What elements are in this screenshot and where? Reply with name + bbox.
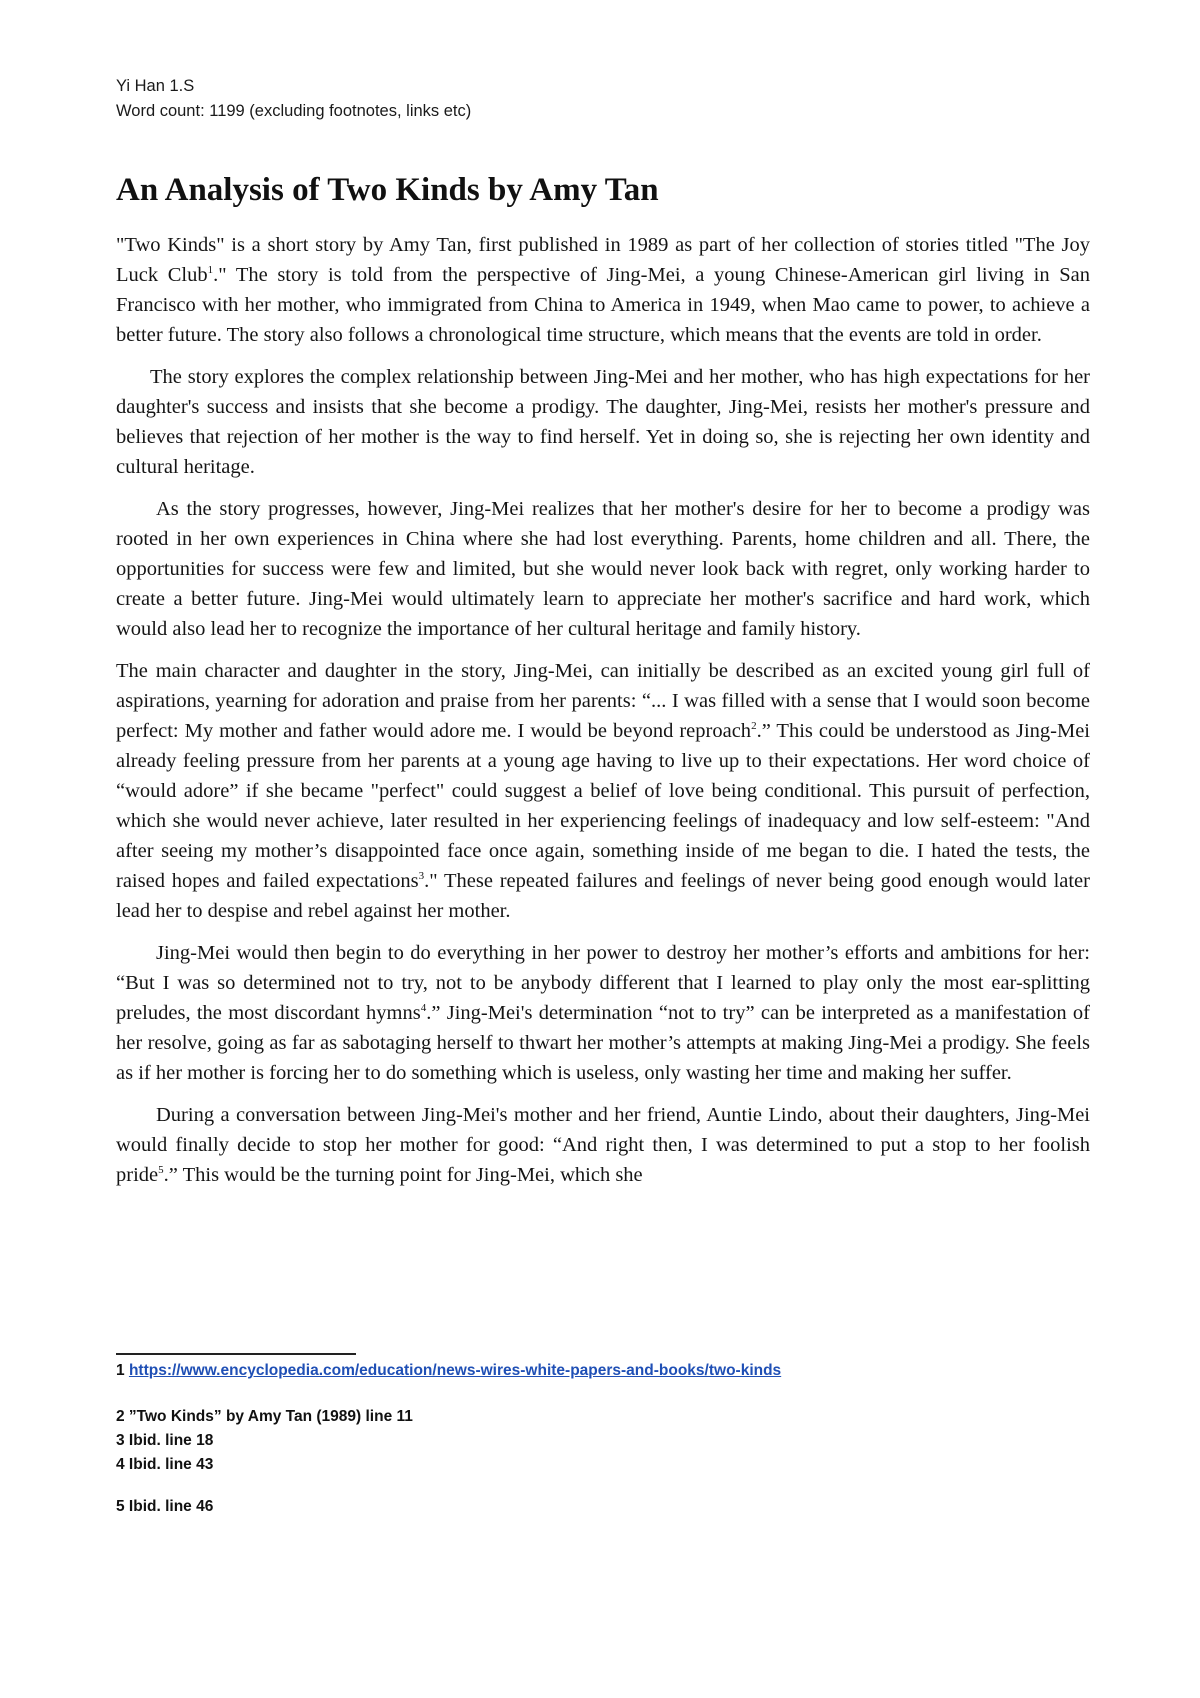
footnote-1-link[interactable]: https://www.encyclopedia.com/education/news-wires-white-papers-and-books/two-kinds (128, 1362, 782, 1379)
paragraph-6-text-b: .” This would be the turning point for Jing-Mei, which she (163, 1164, 643, 1186)
paragraph-1 (116, 230, 1090, 350)
footnote-5: 5 Ibid. line 46 (116, 1498, 214, 1515)
paragraph-6-text-a: During a conversation between Jing-Mei's mother and her friend, Auntie Lindo, about their daughters, Jing-Mei would finally decide to stop her mother for good: “And right then, I was determined to put a stop to her foolish pride (116, 1104, 1090, 1186)
page-title: An Analysis of Two Kinds by Amy Tan (116, 172, 659, 208)
paragraph-5 (116, 938, 1090, 1088)
paragraph-4 (116, 656, 1090, 926)
paragraph-1-text-b: ." The story is told from the perspective of Jing-Mei, a young Chinese-American girl living in San Francisco with her mother, who immigrated from China to America in 1949, when Mao came to power, to achieve a better future. The story also follows a chronological time structure, which means that the events are told in order. (116, 264, 1090, 346)
paragraph-5-text-b: .” Jing-Mei's determination “not to try” can be interpreted as a manifestation of her resolve, going as far as sabotaging herself to thwart her mother’s attempts at making Jing-Mei a prodigy. She feels as if her mother is forcing her to do something which is useless, only wasting her time and making her suffer. (116, 1002, 1090, 1084)
paragraph-4-text-b: .” This could be understood as Jing-Mei already feeling pressure from her parents at a young age having to live up to their expectations. Her word choice of “would adore” if she became "perfect" could suggest a belief of love being conditional. This pursuit of perfection, which she would never achieve, later resulted in her experiencing feelings of inadequacy and low self-esteem: "And after seeing my mother’s disappointed face once again, something inside of me began to die. I hated the tests, the raised hopes and failed expectations (116, 720, 1091, 892)
footnote-2: 2 ”Two Kinds” by Amy Tan (1989) line 11 (116, 1408, 413, 1425)
paragraph-4-text-a: The main character and daughter in the story, Jing-Mei, can initially be described as an excited young girl full of aspirations, yearning for adoration and praise from her parents: “... I was filled with a sense that I would soon become perfect: My mother and father would adore me. I would be beyond reproach (116, 660, 1090, 742)
paragraph-1-text-a: "Two Kinds" is a short story by Amy Tan, first published in 1989 as part of her collection of stories titled "The Joy Luck Club (116, 234, 1090, 286)
footnote-ref-3[interactable]: 3 (418, 870, 425, 883)
header-block (116, 74, 471, 124)
paragraph-3: As the story progresses, however, Jing-Mei realizes that her mother's desire for her to become a prodigy was rooted in her own experiences in China where she had lost everything. Parents, home children and all. There, the opportunities for success were few and limited, but she would never look back with regret, only working harder to create a better future. Jing-Mei would ultimately learn to appreciate her mother's sacrifice and hard work, which would also lead her to recognize the importance of her cultural heritage and family history. (116, 498, 1090, 640)
footnote-4: 4 Ibid. line 43 (116, 1456, 214, 1473)
paragraph-2: The story explores the complex relationship between Jing-Mei and her mother, who has high expectations for her daughter's success and insists that she become a prodigy. The daughter, Jing-Mei, resists her mother's pressure and believes that rejection of her mother is the way to find herself. Yet in doing so, she is rejecting her own identity and cultural heritage. (116, 366, 1090, 478)
paragraph-6 (116, 1100, 1090, 1190)
word-count-line: Word count: 1199 (excluding footnotes, links etc) (116, 102, 472, 120)
footnote-ref-2[interactable]: 2 (751, 720, 757, 733)
footnote-3: 3 Ibid. line 18 (116, 1432, 214, 1449)
footnote-ref-4[interactable]: 4 (420, 1002, 427, 1015)
paragraph-5-text-a: Jing-Mei would then begin to do everything in her power to destroy her mother’s efforts and ambitions for her: “But I was so determined not to try, not to be anybody different that I learned to play only the most ear-splitting preludes, the most discordant hymns (116, 942, 1090, 1024)
paragraph-4-text-c: ." These repeated failures and feelings of never being good enough would later lead her to despise and rebel against her mother. (116, 870, 1090, 922)
author-line: Yi Han 1.S (116, 77, 195, 95)
footnote-ref-5[interactable]: 5 (158, 1164, 164, 1177)
footnote-1 (116, 1362, 781, 1380)
footnote-separator (116, 1353, 356, 1355)
footnote-1-number: 1 (116, 1362, 125, 1379)
essay-body (116, 230, 1090, 1202)
footnote-ref-1[interactable]: 1 (207, 264, 214, 277)
